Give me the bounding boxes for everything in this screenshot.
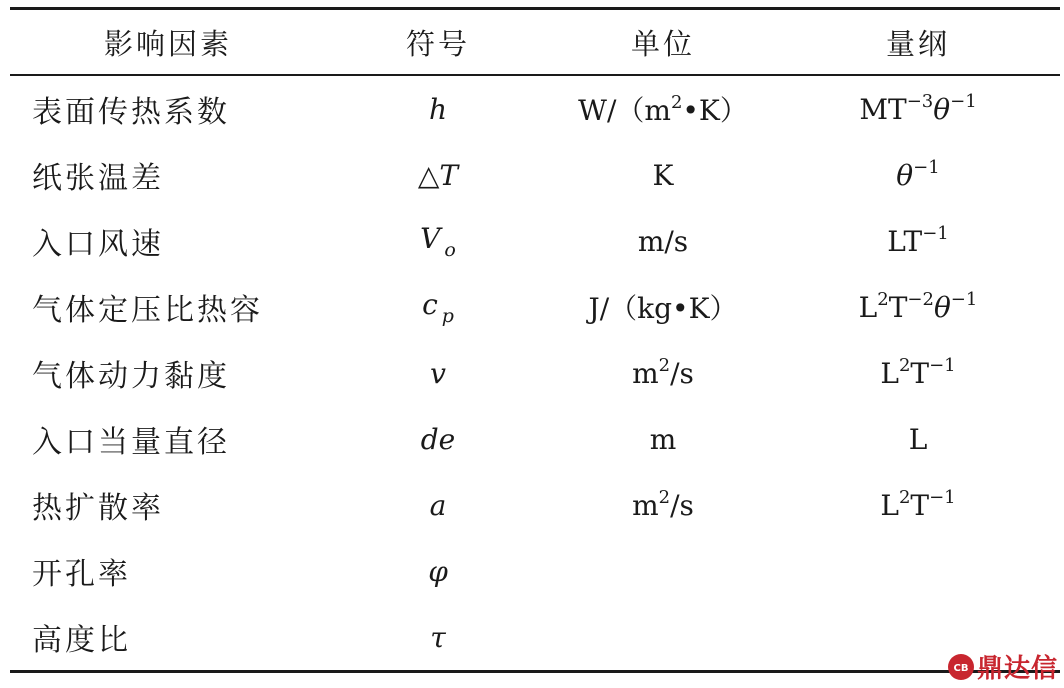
dimension-text: T xyxy=(910,356,930,390)
symbol-subscript: p xyxy=(441,304,454,327)
unit-text: •K） xyxy=(682,94,748,127)
symbol-text: h xyxy=(428,92,448,126)
symbol-text: τ xyxy=(430,620,446,654)
parameter-table xyxy=(10,7,1060,673)
unit-text: m xyxy=(632,488,659,522)
dimension-text: θ xyxy=(933,290,951,324)
header-symbol: 符号 xyxy=(405,26,470,61)
table-row xyxy=(10,340,1060,406)
symbol-text: V xyxy=(420,221,441,255)
symbol-text: de xyxy=(420,422,456,456)
table-row xyxy=(10,472,1060,538)
watermark xyxy=(948,648,1058,685)
dimension-cell xyxy=(776,274,1060,340)
dimension-exponent: −1 xyxy=(929,354,956,376)
dimension-text: θ xyxy=(896,158,914,192)
table-row xyxy=(10,274,1060,340)
symbol-text: c xyxy=(422,287,438,321)
dimension-cell xyxy=(776,340,1060,406)
unit-exponent: 2 xyxy=(658,354,671,376)
factor-cell: 气体定压比热容 xyxy=(32,293,263,328)
table-row xyxy=(10,208,1060,274)
symbol-cell xyxy=(326,406,550,472)
factor-cell: 入口当量直径 xyxy=(32,425,230,460)
symbol-text: a xyxy=(429,488,447,522)
watermark-logo-text: CB xyxy=(953,662,969,674)
symbol-cell xyxy=(326,538,550,604)
factor-cell: 纸张温差 xyxy=(32,161,164,196)
factor-cell: 热扩散率 xyxy=(32,491,164,526)
unit-cell: m/s xyxy=(637,224,689,258)
dimension-exponent: 2 xyxy=(898,354,911,376)
unit-exponent: 2 xyxy=(658,486,671,508)
unit-cell xyxy=(550,472,776,538)
unit-text: W/（m xyxy=(578,94,671,127)
factor-cell: 入口风速 xyxy=(32,227,164,262)
table-row xyxy=(10,538,1060,604)
watermark-text: 鼎达信 xyxy=(976,654,1058,684)
symbol-text: T xyxy=(439,158,459,192)
dimension-cell xyxy=(776,538,1060,604)
dimension-exponent: −1 xyxy=(913,156,940,178)
dimension-exponent: −1 xyxy=(950,90,977,112)
factor-cell: 开孔率 xyxy=(32,557,131,592)
dimension-exponent: −2 xyxy=(907,288,934,310)
dimension-exponent: −1 xyxy=(950,288,978,310)
dimension-exponent: 2 xyxy=(898,486,911,508)
symbol-cell xyxy=(326,142,550,208)
table-row xyxy=(10,406,1060,472)
header-dimension: 量纲 xyxy=(885,26,950,61)
dimension-exponent: −3 xyxy=(906,90,934,112)
unit-text: /s xyxy=(670,488,694,522)
header-factor: 影响因素 xyxy=(103,26,232,61)
dimension-cell: L xyxy=(908,422,928,456)
dimension-text: MT xyxy=(859,92,907,126)
symbol-cell xyxy=(326,340,550,406)
delta-symbol: △ xyxy=(417,158,440,192)
unit-cell xyxy=(550,604,776,672)
factor-cell: 气体动力黏度 xyxy=(32,359,230,394)
unit-cell: K xyxy=(652,158,674,192)
dimension-text: T xyxy=(888,290,908,324)
unit-text: m xyxy=(632,356,659,390)
table-row xyxy=(10,142,1060,208)
symbol-text: v xyxy=(430,356,446,390)
dimension-text: T xyxy=(910,488,930,522)
symbol-cell xyxy=(326,208,550,274)
factor-cell: 表面传热系数 xyxy=(32,95,230,130)
dimension-cell xyxy=(776,208,1060,274)
dimension-exponent: −1 xyxy=(929,486,956,508)
unit-text: /s xyxy=(670,356,694,390)
symbol-text: φ xyxy=(428,554,448,588)
parameter-table-container xyxy=(10,7,1060,673)
dimension-exponent: −1 xyxy=(922,222,949,244)
symbol-cell xyxy=(326,274,550,340)
unit-cell xyxy=(550,340,776,406)
dimension-text: L xyxy=(880,488,899,522)
factor-cell: 高度比 xyxy=(32,623,131,658)
unit-cell xyxy=(550,75,776,142)
table-row xyxy=(10,604,1060,672)
symbol-cell xyxy=(326,604,550,672)
dimension-cell xyxy=(776,75,1060,142)
dimension-text: LT xyxy=(887,224,923,258)
header-unit: 单位 xyxy=(630,26,695,61)
unit-cell: J/（kg•K） xyxy=(588,292,738,325)
unit-exponent: 2 xyxy=(670,92,683,113)
symbol-subscript: o xyxy=(444,238,456,261)
watermark-logo-icon xyxy=(948,654,974,680)
dimension-text: L xyxy=(880,356,899,390)
symbol-cell xyxy=(326,75,550,142)
symbol-cell xyxy=(326,472,550,538)
dimension-exponent: 2 xyxy=(877,288,889,310)
unit-cell: m xyxy=(649,422,677,456)
dimension-cell xyxy=(776,472,1060,538)
table-row xyxy=(10,75,1060,142)
dimension-cell xyxy=(776,142,1060,208)
unit-cell xyxy=(550,538,776,604)
dimension-text: θ xyxy=(933,92,951,126)
table-header-row xyxy=(10,9,1060,76)
dimension-text: L xyxy=(858,290,878,324)
